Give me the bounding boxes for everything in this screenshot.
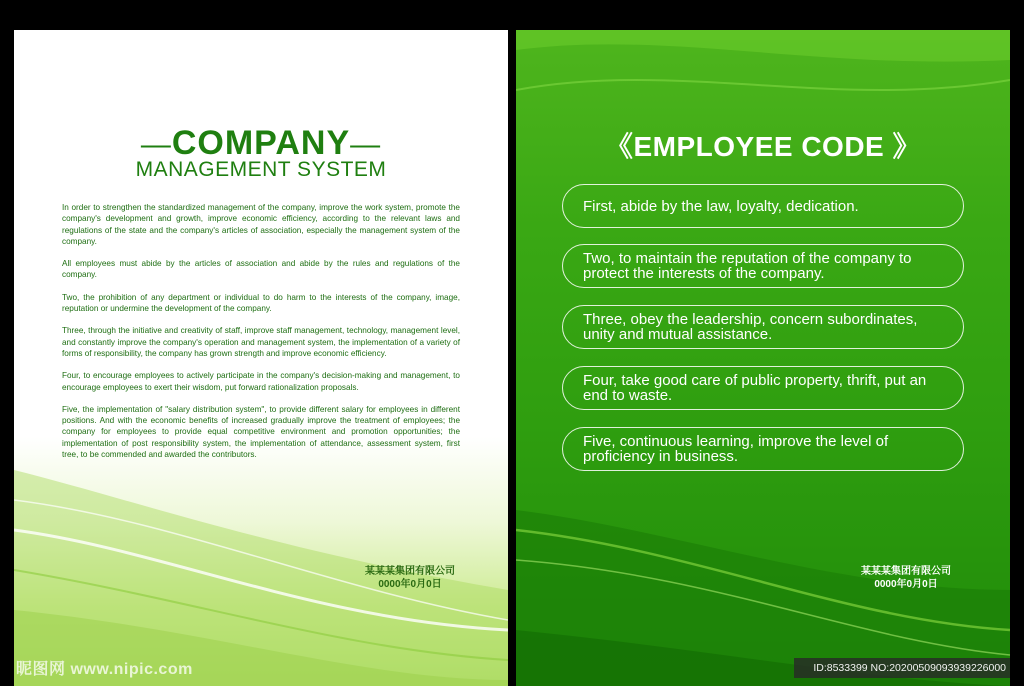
left-panel [14, 30, 508, 686]
left-footer [350, 565, 470, 591]
paragraph-4: Four, to encourage employees to actively participate in the company's decision-making and management, to encourage employees to exert their wisdom, put forward rationalization proposals. [62, 371, 460, 392]
paragraph-intro: In order to strengthen the standardized management of the company, improve the work system, promote the company's development and growth, improve economic efficiency, according to the relevant laws and regulations of the state and the company's articles of association, especially the management system of the company. [62, 203, 460, 246]
paragraph-5: Five, the implementation of "salary distribution system", to provide different salary for employees in different positions. And with the economic benefits of increased gradually improve the treatment of employees; the company for employees to provide equal competitive environment and promotion opportunities; the implementation of post responsibility system, the implementation of attendance, assessment system, first tree, to be commended and awarded the contributors. [62, 404, 460, 460]
company-title: —COMPANY— [140, 124, 382, 162]
employee-code-title: 《EMPLOYEE CODE 》 [604, 131, 922, 162]
footer-company-name: 某某某集团有限公司 [365, 566, 455, 577]
code-item-1 [562, 184, 964, 228]
footer-date: 0000年0月0日 [378, 579, 442, 590]
code-item-text: Five, continuous learning, improve the level of proficiency in business. [583, 433, 889, 465]
paragraph-1: All employees must abide by the articles of association and abide by the rules and regulations of the company. [62, 259, 460, 280]
paragraph-2: Two, the prohibition of any department or individual to do harm to the interests of the company, image, reputation or undermine the development of the company. [62, 292, 460, 314]
paragraph-3: Three, through the initiative and creativity of staff, improve staff management, technology, management level, and constantly improve the company's operation and management system, the implementation of a variety of forms of responsibility, the company has grown strength and improve economic efficiency. [62, 326, 460, 358]
site-watermark: 昵图网 www.nipic.com [16, 661, 193, 678]
footer-date: 0000年0月0日 [874, 579, 938, 590]
code-item-3 [562, 305, 964, 349]
code-item-5 [562, 427, 964, 471]
code-item-4 [562, 366, 964, 410]
right-panel [516, 30, 1010, 686]
code-item-2 [562, 244, 964, 288]
id-watermark: ID:8533399 NO:20200509093939226000 [794, 658, 1010, 678]
footer-company-name: 某某某集团有限公司 [861, 566, 951, 577]
code-item-text: Three, obey the leadership, concern subordinates, unity and mutual assistance. [583, 311, 918, 343]
code-item-text: Four, take good care of public property, thrift, put an end to waste. [583, 372, 927, 404]
management-body-text [62, 202, 460, 471]
code-item-text: Two, to maintain the reputation of the company to protect the interests of the company. [583, 250, 912, 282]
management-system-subtitle: MANAGEMENT SYSTEM [135, 158, 387, 181]
right-footer [846, 565, 966, 591]
code-item-text: First, abide by the law, loyalty, dedication. [583, 197, 859, 215]
